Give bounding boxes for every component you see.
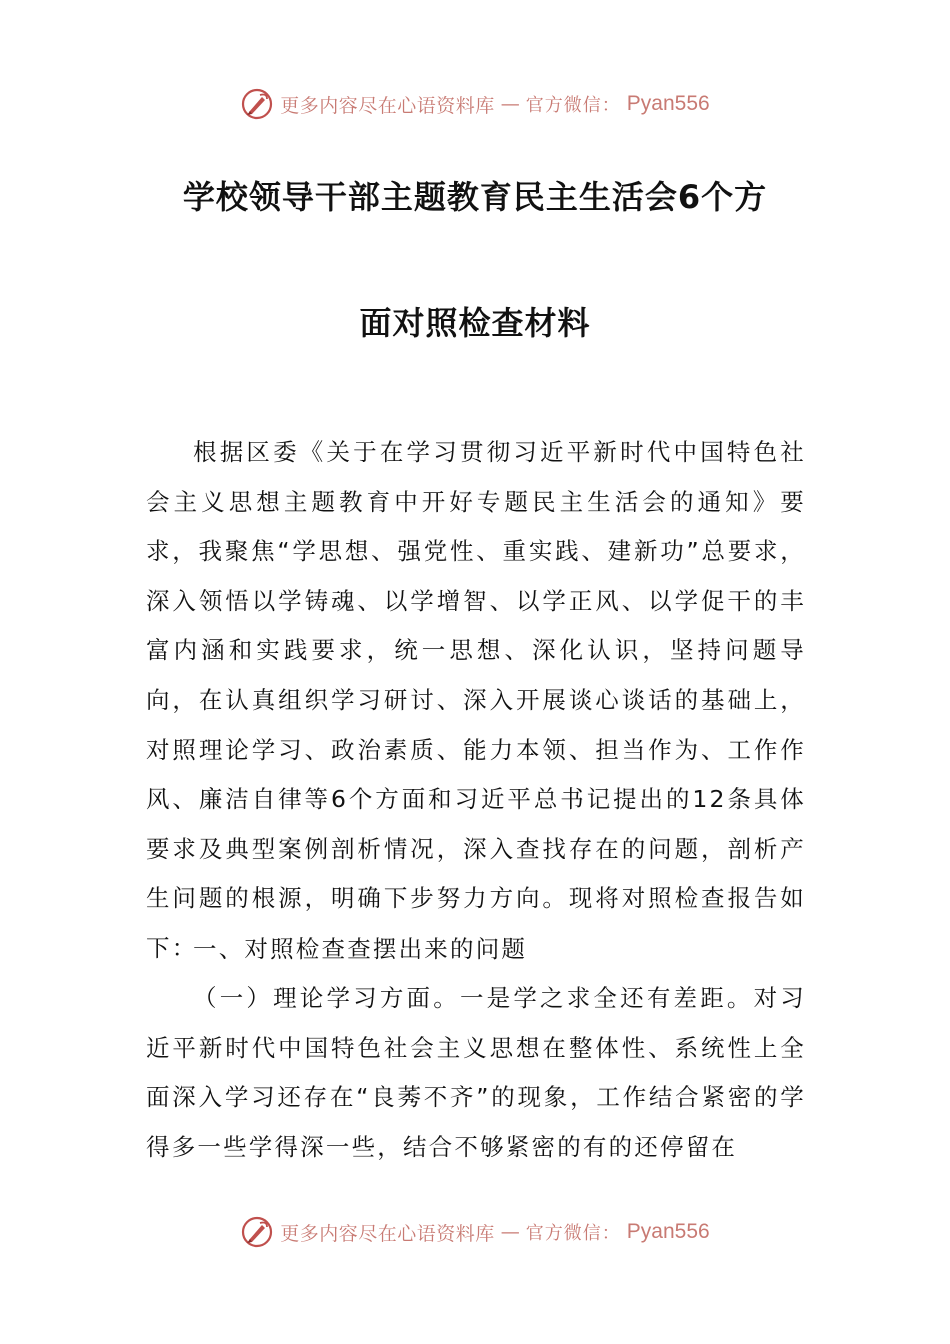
watermark-text: 更多内容尽在心语资料库 <box>280 94 495 117</box>
pen-logo-icon <box>240 1215 274 1249</box>
intro-paragraph: 根据区委《关于在学习贯彻习近平新时代中国特色社会主义思想主题教育中开好专题民主生活会的通知》要求，我聚焦“学思想、强党性、重实践、建新功”总要求，深入领悟以学铸魂、以学增智、以学正风、以学促干的丰富内涵和实践要求，统一思想、深化认识，坚持问题导向，在认真组织学习研讨、深入开展谈心谈话的基础上，对照理论学习、政治素质、能力本领、担当作为、工作作风、廉洁自律等6个方面和习近平总书记提出的12条具体要求及典型案例剖析情况，深入查找存在的问题，剖析产生问题的根源，明确下步努力方向。现将对照检查报告如下： <box>146 438 806 962</box>
watermark-banner-top <box>0 82 950 126</box>
document-title-line-1: 学校领导干部主题教育民主生活会6个方 <box>182 178 768 216</box>
watermark-official-label: 官方微信： <box>525 95 621 116</box>
watermark-text: 更多内容尽在心语资料库 <box>280 1222 495 1245</box>
watermark-wechat-id: Pyan556 <box>626 1220 710 1243</box>
document-title-line-2: 面对照检查材料 <box>359 304 591 342</box>
watermark-official-label: 官方微信： <box>525 1223 621 1244</box>
watermark-dash: — <box>500 93 520 115</box>
watermark-wechat-id: Pyan556 <box>626 92 710 115</box>
watermark-dash: — <box>500 1221 520 1243</box>
pen-logo-icon <box>240 87 274 121</box>
section-heading-1: 一、对照检查查摆出来的问题 <box>193 935 528 963</box>
theory-study-paragraph: （一）理论学习方面。一是学之求全还有差距。对习近平新时代中国特色社会主义思想在整体性、系统性上全面深入学习还存在“良莠不齐”的现象，工作结合紧密的学得多一些学得深一些，结合不够紧密的有的还停留在 <box>146 984 806 1161</box>
watermark-banner-bottom <box>0 1210 950 1254</box>
